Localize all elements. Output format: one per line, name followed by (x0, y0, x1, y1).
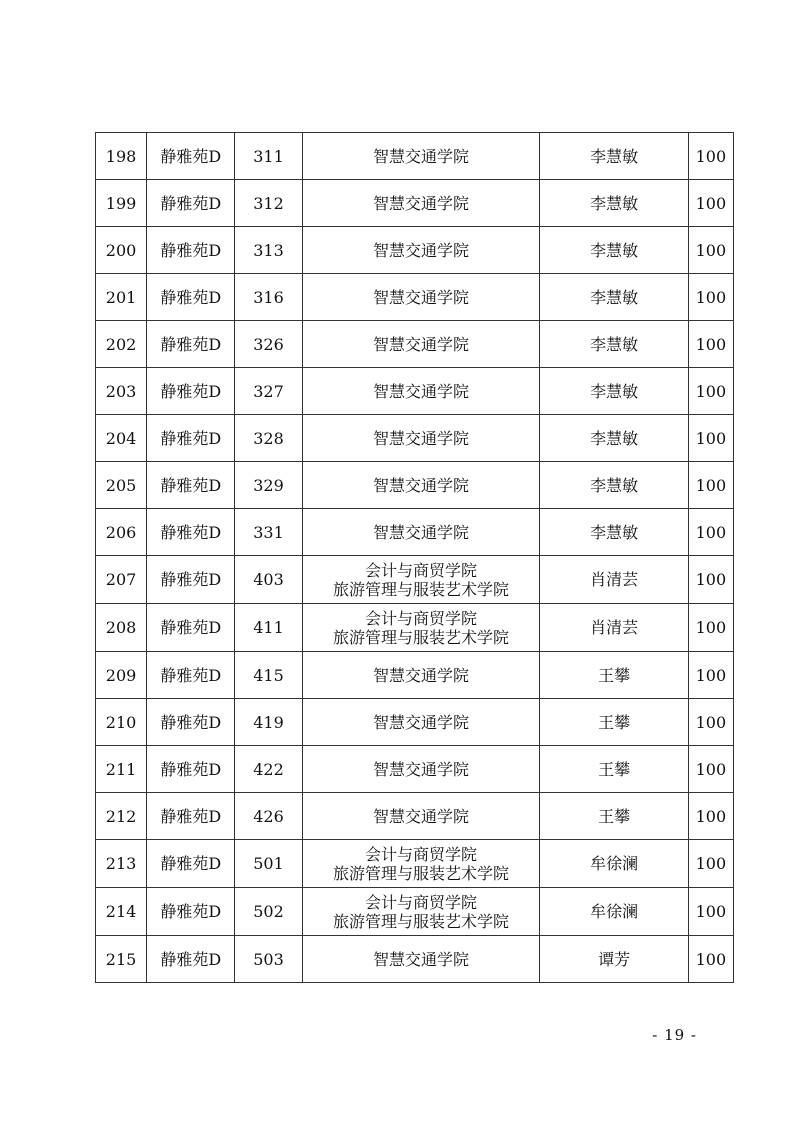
row-number-cell: 213 (96, 840, 147, 888)
room-number-cell: 329 (235, 462, 302, 509)
college-name-line: 旅游管理与服装艺术学院 (332, 579, 509, 599)
dormitory-score-table (95, 132, 734, 983)
score-cell: 100 (688, 840, 733, 888)
college-name-line: 智慧交通学院 (372, 475, 469, 495)
college-name-line: 智慧交通学院 (372, 428, 469, 448)
college-cell (302, 509, 540, 556)
table-row (96, 274, 734, 321)
college-name-line: 智慧交通学院 (372, 712, 469, 732)
college-cell (302, 888, 540, 936)
building-cell: 静雅苑D (147, 133, 235, 180)
room-number-cell: 311 (235, 133, 302, 180)
college-cell (302, 415, 540, 462)
building-cell: 静雅苑D (147, 652, 235, 699)
room-number-cell: 501 (235, 840, 302, 888)
room-number-cell: 328 (235, 415, 302, 462)
teacher-cell: 肖清芸 (540, 556, 688, 604)
score-cell: 100 (688, 888, 733, 936)
college-name-line: 旅游管理与服装艺术学院 (332, 863, 509, 883)
building-cell: 静雅苑D (147, 699, 235, 746)
room-number-cell: 326 (235, 321, 302, 368)
room-number-cell: 316 (235, 274, 302, 321)
score-cell: 100 (688, 368, 733, 415)
building-cell: 静雅苑D (147, 227, 235, 274)
college-cell (302, 840, 540, 888)
building-cell: 静雅苑D (147, 321, 235, 368)
college-cell (302, 180, 540, 227)
college-name-line: 智慧交通学院 (372, 193, 469, 213)
teacher-cell: 李慧敏 (540, 415, 688, 462)
building-cell: 静雅苑D (147, 509, 235, 556)
score-cell: 100 (688, 556, 733, 604)
teacher-cell: 王攀 (540, 652, 688, 699)
score-cell: 100 (688, 936, 733, 983)
building-cell: 静雅苑D (147, 462, 235, 509)
score-cell: 100 (688, 746, 733, 793)
score-cell: 100 (688, 793, 733, 840)
table-body (96, 133, 734, 983)
table-row (96, 652, 734, 699)
row-number-cell: 201 (96, 274, 147, 321)
college-cell (302, 462, 540, 509)
row-number-cell: 212 (96, 793, 147, 840)
page-number: - 19 - (652, 1026, 697, 1044)
row-number-cell: 209 (96, 652, 147, 699)
row-number-cell: 207 (96, 556, 147, 604)
room-number-cell: 411 (235, 604, 302, 652)
room-number-cell: 403 (235, 556, 302, 604)
building-cell: 静雅苑D (147, 556, 235, 604)
table-row (96, 793, 734, 840)
teacher-cell: 李慧敏 (540, 509, 688, 556)
score-cell: 100 (688, 321, 733, 368)
teacher-cell: 李慧敏 (540, 180, 688, 227)
college-name-line: 智慧交通学院 (372, 665, 469, 685)
college-cell (302, 133, 540, 180)
room-number-cell: 419 (235, 699, 302, 746)
table-row (96, 133, 734, 180)
score-cell: 100 (688, 180, 733, 227)
row-number-cell: 204 (96, 415, 147, 462)
row-number-cell: 198 (96, 133, 147, 180)
room-number-cell: 426 (235, 793, 302, 840)
teacher-cell: 王攀 (540, 746, 688, 793)
row-number-cell: 199 (96, 180, 147, 227)
row-number-cell: 200 (96, 227, 147, 274)
college-name-line: 智慧交通学院 (372, 381, 469, 401)
teacher-cell: 李慧敏 (540, 462, 688, 509)
row-number-cell: 211 (96, 746, 147, 793)
score-cell: 100 (688, 133, 733, 180)
table-row (96, 415, 734, 462)
college-name-line: 智慧交通学院 (372, 334, 469, 354)
row-number-cell: 215 (96, 936, 147, 983)
table-row (96, 462, 734, 509)
college-name-line: 智慧交通学院 (372, 522, 469, 542)
college-cell (302, 936, 540, 983)
building-cell: 静雅苑D (147, 936, 235, 983)
row-number-cell: 203 (96, 368, 147, 415)
college-name-line: 智慧交通学院 (372, 146, 469, 166)
score-cell: 100 (688, 604, 733, 652)
row-number-cell: 210 (96, 699, 147, 746)
college-cell (302, 604, 540, 652)
college-cell (302, 746, 540, 793)
room-number-cell: 312 (235, 180, 302, 227)
row-number-cell: 208 (96, 604, 147, 652)
college-name-line: 智慧交通学院 (372, 240, 469, 260)
teacher-cell: 李慧敏 (540, 321, 688, 368)
room-number-cell: 502 (235, 888, 302, 936)
table-row (96, 556, 734, 604)
college-name-line: 会计与商贸学院 (364, 560, 477, 580)
building-cell: 静雅苑D (147, 793, 235, 840)
building-cell: 静雅苑D (147, 368, 235, 415)
college-name-line: 智慧交通学院 (372, 759, 469, 779)
building-cell: 静雅苑D (147, 274, 235, 321)
building-cell: 静雅苑D (147, 888, 235, 936)
teacher-cell: 李慧敏 (540, 133, 688, 180)
college-cell (302, 699, 540, 746)
teacher-cell: 牟徐澜 (540, 888, 688, 936)
building-cell: 静雅苑D (147, 415, 235, 462)
college-name-line: 智慧交通学院 (372, 287, 469, 307)
table-row (96, 888, 734, 936)
room-number-cell: 503 (235, 936, 302, 983)
college-name-line: 会计与商贸学院 (364, 608, 477, 628)
teacher-cell: 谭芳 (540, 936, 688, 983)
room-number-cell: 415 (235, 652, 302, 699)
table-row (96, 509, 734, 556)
score-cell: 100 (688, 509, 733, 556)
table-row (96, 699, 734, 746)
teacher-cell: 李慧敏 (540, 274, 688, 321)
college-cell (302, 368, 540, 415)
room-number-cell: 313 (235, 227, 302, 274)
score-cell: 100 (688, 415, 733, 462)
table-row (96, 936, 734, 983)
score-cell: 100 (688, 274, 733, 321)
teacher-cell: 牟徐澜 (540, 840, 688, 888)
room-number-cell: 327 (235, 368, 302, 415)
college-name-line: 会计与商贸学院 (364, 892, 477, 912)
college-name-line: 智慧交通学院 (372, 949, 469, 969)
building-cell: 静雅苑D (147, 840, 235, 888)
table-row (96, 180, 734, 227)
row-number-cell: 206 (96, 509, 147, 556)
table-row (96, 746, 734, 793)
teacher-cell: 王攀 (540, 793, 688, 840)
building-cell: 静雅苑D (147, 604, 235, 652)
college-name-line: 旅游管理与服装艺术学院 (332, 911, 509, 931)
row-number-cell: 202 (96, 321, 147, 368)
college-cell (302, 227, 540, 274)
college-cell (302, 556, 540, 604)
score-cell: 100 (688, 652, 733, 699)
college-name-line: 智慧交通学院 (372, 806, 469, 826)
row-number-cell: 205 (96, 462, 147, 509)
room-number-cell: 331 (235, 509, 302, 556)
college-cell (302, 321, 540, 368)
teacher-cell: 李慧敏 (540, 227, 688, 274)
teacher-cell: 李慧敏 (540, 368, 688, 415)
teacher-cell: 王攀 (540, 699, 688, 746)
building-cell: 静雅苑D (147, 180, 235, 227)
table-row (96, 604, 734, 652)
table-row (96, 321, 734, 368)
score-cell: 100 (688, 227, 733, 274)
row-number-cell: 214 (96, 888, 147, 936)
college-cell (302, 793, 540, 840)
score-cell: 100 (688, 462, 733, 509)
college-cell (302, 652, 540, 699)
college-cell (302, 274, 540, 321)
score-cell: 100 (688, 699, 733, 746)
table-row (96, 368, 734, 415)
table-row (96, 840, 734, 888)
table-row (96, 227, 734, 274)
college-name-line: 旅游管理与服装艺术学院 (332, 627, 509, 647)
room-number-cell: 422 (235, 746, 302, 793)
college-name-line: 会计与商贸学院 (364, 844, 477, 864)
building-cell: 静雅苑D (147, 746, 235, 793)
teacher-cell: 肖清芸 (540, 604, 688, 652)
